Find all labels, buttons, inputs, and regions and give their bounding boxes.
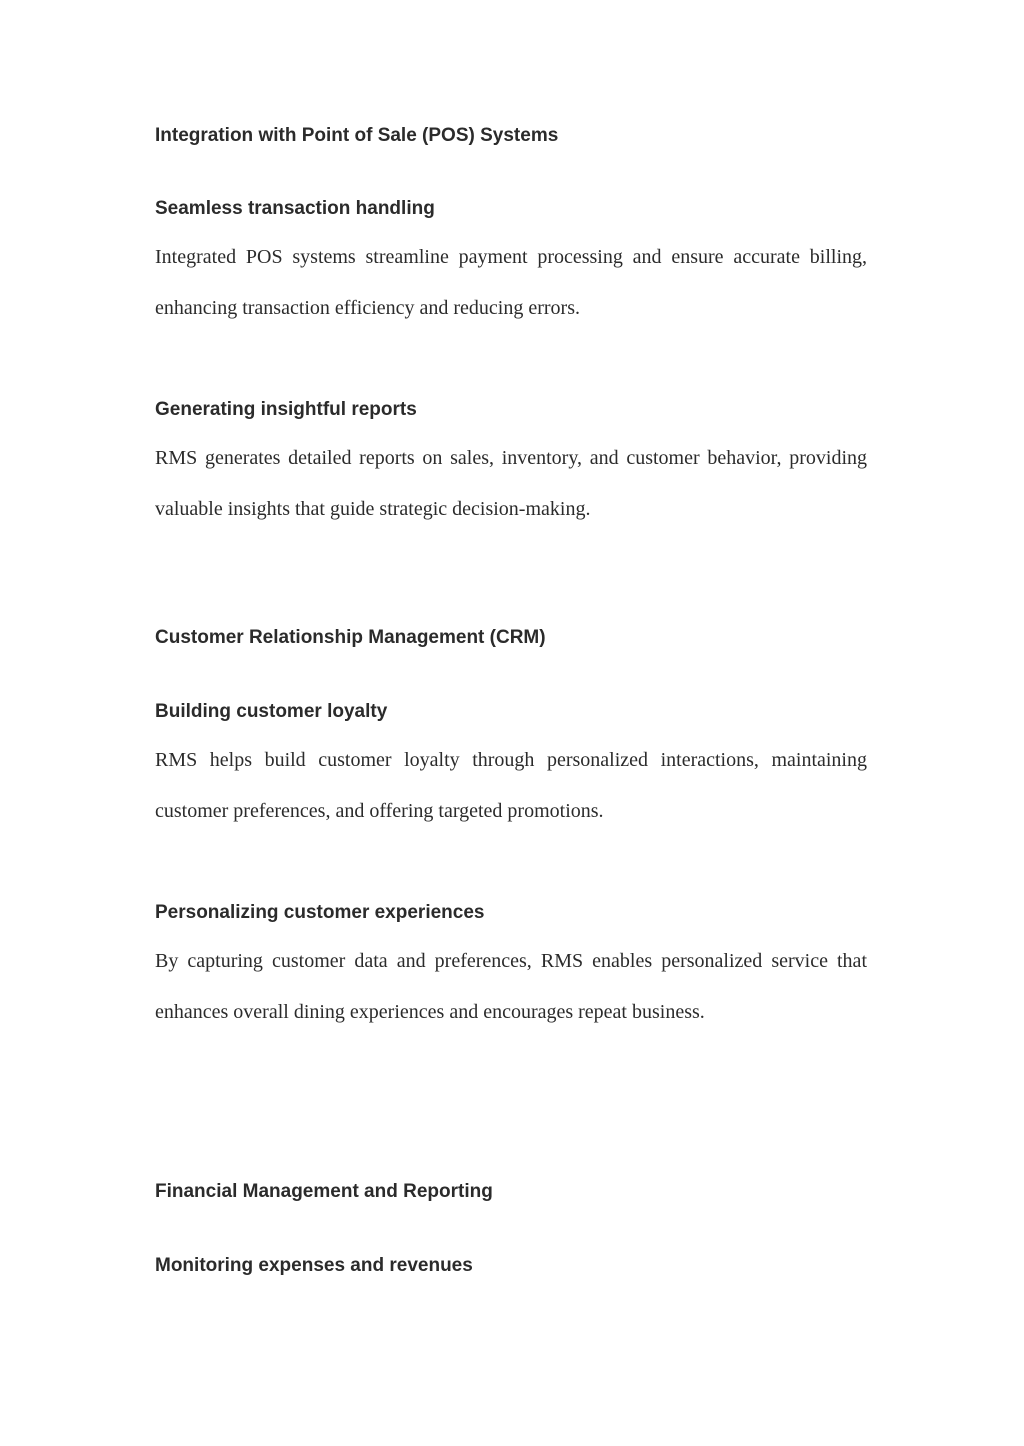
section-title-crm: Customer Relationship Management (CRM) <box>155 627 546 648</box>
paragraph-personalizing-experiences: By capturing customer data and preferences, RMS enables personalized service that enhances overall dining experiences and encourages repeat business. <box>155 950 867 1023</box>
subsection-heading-monitoring-expenses: Monitoring expenses and revenues <box>155 1255 473 1276</box>
paragraph-insightful-reports: RMS generates detailed reports on sales, inventory, and customer behavior, providing valuable insights that guide strategic decision-making. <box>155 447 867 520</box>
subsection-heading-customer-loyalty: Building customer loyalty <box>155 701 388 722</box>
subsection-heading-personalizing-experiences: Personalizing customer experiences <box>155 902 485 923</box>
subsection-heading-seamless-transaction: Seamless transaction handling <box>155 198 435 219</box>
section-title-pos-integration: Integration with Point of Sale (POS) Systems <box>155 125 559 146</box>
paragraph-customer-loyalty: RMS helps build customer loyalty through personalized interactions, maintaining customer preferences, and offering targeted promotions. <box>155 749 867 822</box>
section-title-financial-management: Financial Management and Reporting <box>155 1181 493 1202</box>
paragraph-seamless-transaction: Integrated POS systems streamline payment processing and ensure accurate billing, enhancing transaction efficiency and reducing errors. <box>155 246 867 319</box>
subsection-heading-insightful-reports: Generating insightful reports <box>155 399 417 420</box>
